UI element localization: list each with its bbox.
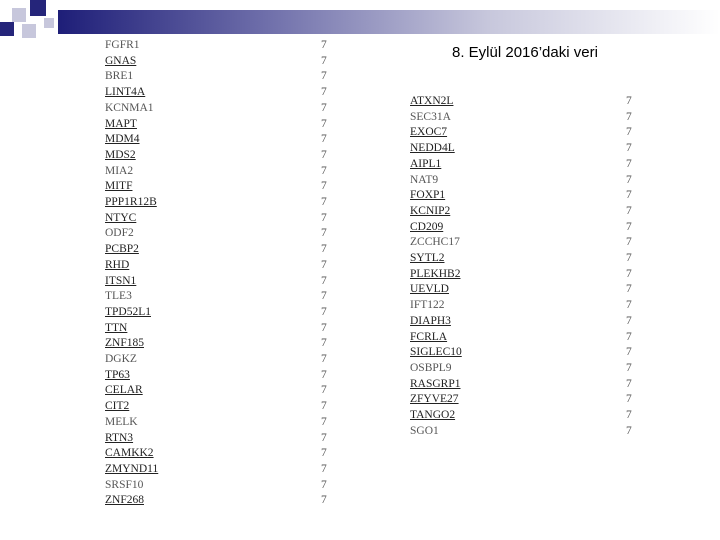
gene-name[interactable]: UEVLD	[410, 283, 449, 296]
decor-square	[22, 24, 36, 38]
gene-count: 7	[321, 478, 327, 491]
gene-name: MELK	[105, 415, 138, 428]
gene-count: 7	[626, 346, 632, 359]
gene-count: 7	[626, 189, 632, 202]
gene-name[interactable]: FCRLA	[410, 330, 448, 343]
gene-name[interactable]: MDS2	[105, 148, 136, 161]
gene-count: 7	[626, 409, 632, 421]
gene-count: 7	[321, 227, 327, 240]
gene-count: 7	[626, 393, 632, 406]
gene-name[interactable]: ZMYND11	[105, 462, 159, 475]
gene-name: ODF2	[105, 227, 134, 240]
gene-name: OSBPL9	[410, 361, 452, 374]
gene-name[interactable]: TP63	[105, 368, 130, 381]
gene-count: 7	[626, 157, 632, 170]
gene-count: 7	[626, 283, 632, 296]
gene-count: 7	[321, 258, 327, 271]
gene-count: 7	[321, 368, 327, 381]
gene-count: 7	[626, 361, 632, 374]
gene-count: 7	[626, 204, 632, 217]
gene-count: 7	[321, 447, 327, 460]
gene-name[interactable]: RTN3	[105, 431, 134, 444]
gene-name: SRSF10	[105, 478, 144, 491]
gene-name: IFT122	[410, 299, 445, 312]
gene-count: 7	[321, 86, 327, 99]
gene-count: 7	[321, 117, 327, 130]
gene-name[interactable]: FOXP1	[410, 189, 446, 202]
gene-count: 7	[626, 252, 632, 264]
gene-name[interactable]: PLEKHB2	[410, 267, 461, 280]
gene-name[interactable]: PCBP2	[105, 243, 139, 256]
gene-count: 7	[626, 173, 632, 186]
gene-name[interactable]: DIAPH3	[410, 314, 451, 327]
gene-name[interactable]: MITF	[105, 180, 133, 193]
gene-name[interactable]: ATXN2L	[410, 95, 454, 107]
gene-name[interactable]: ZFYVE27	[410, 393, 459, 406]
gene-name[interactable]: NTYC	[105, 211, 137, 224]
gene-count: 7	[321, 415, 327, 428]
header-gradient-bar	[58, 10, 720, 34]
decor-square	[12, 8, 26, 22]
gene-count: 7	[626, 377, 632, 390]
gene-name[interactable]: CD209	[410, 220, 444, 233]
gene-name[interactable]: CELAR	[105, 384, 143, 397]
gene-count: 7	[321, 321, 327, 334]
gene-count: 7	[321, 274, 327, 287]
gene-count: 7	[321, 148, 327, 161]
page-title: 8. Eylül 2016’daki veri	[452, 44, 598, 61]
gene-count: 7	[626, 424, 632, 437]
gene-name[interactable]: MDM4	[105, 133, 140, 146]
gene-name[interactable]: TANGO2	[410, 409, 456, 421]
decor-square	[44, 18, 54, 28]
gene-name[interactable]: LINT4A	[105, 86, 146, 99]
gene-count: 7	[321, 494, 327, 507]
gene-count: 7	[321, 180, 327, 193]
gene-name: DGKZ	[105, 353, 137, 365]
gene-name: BRE1	[105, 70, 134, 83]
gene-name[interactable]: ZNF185	[105, 337, 144, 350]
gene-name[interactable]: ZNF268	[105, 494, 144, 507]
gene-count: 7	[626, 314, 632, 327]
gene-name: SGO1	[410, 424, 439, 437]
gene-count: 7	[626, 142, 632, 155]
decor-square	[30, 0, 46, 16]
gene-name[interactable]: PPP1R12B	[105, 196, 157, 208]
gene-name[interactable]: CAMKK2	[105, 447, 154, 460]
gene-count: 7	[321, 462, 327, 475]
gene-count: 7	[321, 70, 327, 83]
gene-count: 7	[321, 353, 327, 365]
gene-count: 7	[321, 133, 327, 146]
gene-count: 7	[321, 211, 327, 224]
gene-name[interactable]: RASGRP1	[410, 377, 461, 390]
gene-count: 7	[626, 267, 632, 280]
gene-name[interactable]: NEDD4L	[410, 142, 455, 155]
gene-name[interactable]: TPD52L1	[105, 305, 151, 318]
gene-count: 7	[321, 101, 327, 114]
gene-count: 7	[321, 39, 327, 51]
gene-name: SEC31A	[410, 110, 451, 123]
gene-count: 7	[321, 290, 327, 303]
gene-name[interactable]: SYTL2	[410, 252, 445, 264]
gene-name[interactable]: EXOC7	[410, 126, 448, 139]
gene-name[interactable]: GNAS	[105, 54, 137, 67]
gene-name[interactable]: ITSN1	[105, 274, 137, 287]
gene-name[interactable]: MAPT	[105, 117, 137, 130]
gene-count: 7	[321, 431, 327, 444]
gene-name: TLE3	[105, 290, 132, 303]
gene-name[interactable]: SIGLEC10	[410, 346, 462, 359]
gene-count: 7	[626, 110, 632, 123]
gene-count: 7	[626, 299, 632, 312]
gene-name[interactable]: RHD	[105, 258, 130, 271]
gene-count: 7	[321, 54, 327, 67]
gene-count: 7	[321, 337, 327, 350]
gene-name: KCNMA1	[105, 101, 154, 114]
gene-name[interactable]: CIT2	[105, 400, 130, 413]
gene-name: NAT9	[410, 173, 439, 186]
gene-count: 7	[626, 126, 632, 139]
gene-count: 7	[321, 164, 327, 177]
decor-square	[0, 22, 14, 36]
gene-name: ZCCHC17	[410, 236, 460, 249]
gene-count: 7	[626, 95, 632, 107]
gene-count: 7	[321, 196, 327, 208]
gene-count: 7	[321, 400, 327, 413]
gene-name[interactable]: TTN	[105, 321, 128, 334]
gene-name: FGFR1	[105, 39, 140, 51]
gene-count: 7	[626, 220, 632, 233]
gene-name: MIA2	[105, 164, 134, 177]
gene-count: 7	[626, 330, 632, 343]
gene-count: 7	[626, 236, 632, 249]
gene-count: 7	[321, 384, 327, 397]
gene-name[interactable]: KCNIP2	[410, 204, 451, 217]
gene-count: 7	[321, 243, 327, 256]
gene-name[interactable]: AIPL1	[410, 157, 442, 170]
gene-count: 7	[321, 305, 327, 318]
